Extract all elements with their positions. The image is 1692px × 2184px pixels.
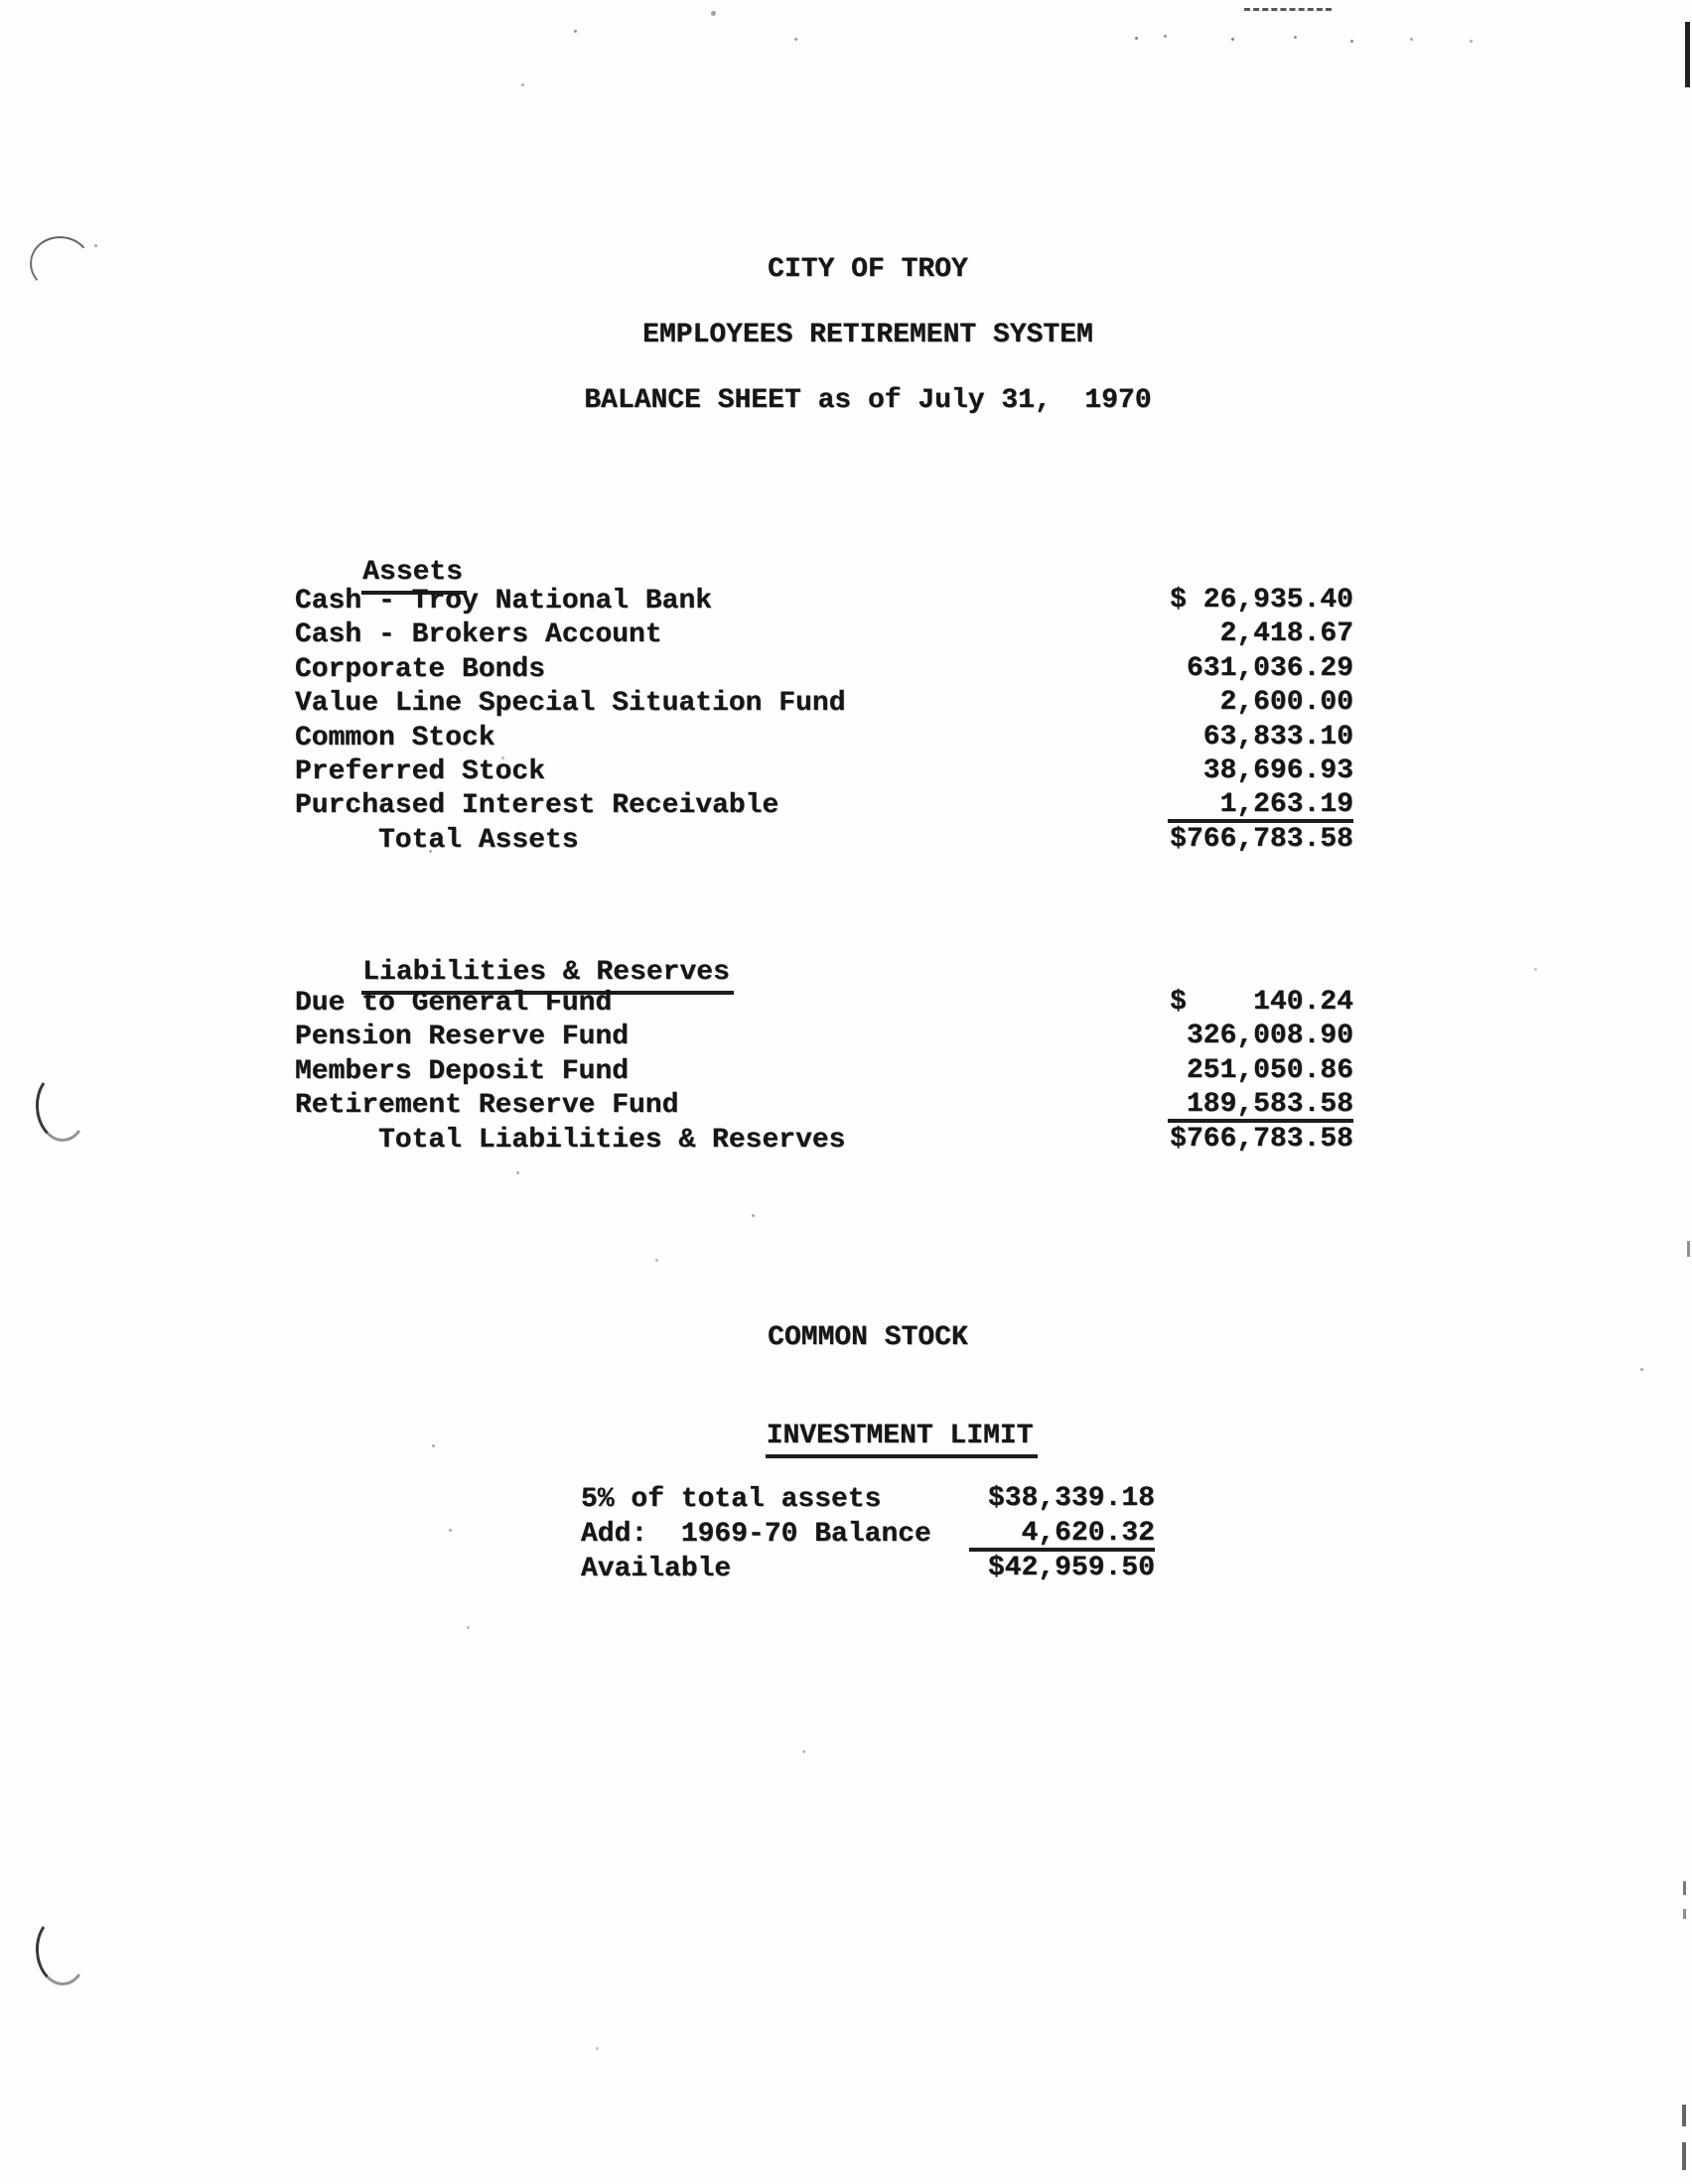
row-label: 5% of total assets xyxy=(581,1484,882,1515)
table-row xyxy=(295,790,1353,824)
row-label: Cash - Brokers Account xyxy=(295,619,662,651)
row-label: Cash - Troy National Bank xyxy=(295,586,713,616)
row-label: Add: 1969-70 Balance xyxy=(581,1519,931,1550)
table-row xyxy=(295,586,1353,619)
row-amount: 251,050.86 xyxy=(1186,1054,1353,1086)
document-subtitle: EMPLOYEES RETIREMENT SYSTEM xyxy=(642,320,1093,350)
row-label: Pension Reserve Fund xyxy=(295,1022,630,1053)
liabilities-heading-text: Liabilities & Reserves xyxy=(361,957,734,995)
table-row xyxy=(295,688,1353,722)
row-amount: $766,783.58 xyxy=(1170,1123,1353,1155)
scan-artifact-speckles xyxy=(0,0,3,3)
table-row xyxy=(581,1484,1155,1519)
row-label: Total Liabilities & Reserves xyxy=(378,1124,846,1156)
scan-artifact-right-edge-mark xyxy=(1685,22,1690,87)
row-label: Value Line Special Situation Fund xyxy=(295,688,846,720)
investment-limit-heading-text: INVESTMENT LIMIT xyxy=(766,1421,1038,1458)
document-title: CITY OF TROY xyxy=(768,254,968,285)
row-amount: $ 140.24 xyxy=(1170,987,1353,1018)
row-label: Preferred Stock xyxy=(295,755,546,787)
scan-artifact-right-edge-mark xyxy=(1682,2105,1686,2126)
row-label: Total Assets xyxy=(378,824,579,856)
row-label: Purchased Interest Receivable xyxy=(295,790,779,822)
row-label: Available xyxy=(581,1554,732,1584)
row-label: Corporate Bonds xyxy=(295,653,546,685)
row-amount: 1,263.19 xyxy=(1168,790,1353,823)
row-amount: $38,339.18 xyxy=(987,1483,1155,1514)
row-amount: $ 26,935.40 xyxy=(1170,585,1353,615)
scan-artifact-right-edge-mark xyxy=(1683,1881,1686,1895)
scan-artifact-arc-top-left xyxy=(27,233,94,295)
investment-limit-table xyxy=(581,1484,1155,1588)
row-label: Due to General Fund xyxy=(295,988,613,1019)
liabilities-table xyxy=(295,988,1353,1159)
row-amount: 326,008.90 xyxy=(1186,1021,1353,1052)
row-amount: 2,600.00 xyxy=(1219,687,1353,719)
scan-artifact-dashed-line xyxy=(1244,8,1332,11)
scan-artifact-punch-hole-bottom xyxy=(34,1914,90,1986)
common-stock-heading: COMMON STOCK xyxy=(768,1322,968,1353)
scan-artifact-right-edge-mark xyxy=(1682,2142,1686,2170)
table-row xyxy=(295,756,1353,790)
table-row xyxy=(295,1125,1353,1159)
table-row xyxy=(295,825,1353,859)
row-amount: 189,583.58 xyxy=(1168,1090,1353,1123)
row-label: Members Deposit Fund xyxy=(295,1055,630,1087)
table-row xyxy=(581,1554,1155,1588)
table-row xyxy=(295,654,1353,688)
row-amount: 2,418.67 xyxy=(1219,618,1353,650)
table-row xyxy=(295,1022,1353,1055)
assets-table xyxy=(295,586,1353,859)
row-amount: $42,959.50 xyxy=(987,1553,1155,1583)
assets-heading-text: Assets xyxy=(361,557,467,595)
table-row xyxy=(295,723,1353,756)
scan-artifact-right-edge-mark xyxy=(1687,1241,1690,1257)
table-row xyxy=(295,1056,1353,1090)
table-row xyxy=(295,988,1353,1022)
row-amount: 63,833.10 xyxy=(1202,721,1353,752)
scan-artifact-punch-hole-middle xyxy=(34,1070,90,1143)
row-label: Retirement Reserve Fund xyxy=(295,1090,679,1122)
scan-artifact-right-edge-mark xyxy=(1683,1909,1686,1919)
table-row xyxy=(295,619,1353,653)
row-amount: 38,696.93 xyxy=(1202,754,1353,786)
investment-limit-heading xyxy=(44,1390,1692,1489)
row-label: Common Stock xyxy=(295,722,495,753)
row-amount: 631,036.29 xyxy=(1186,652,1353,684)
row-amount: 4,620.32 xyxy=(969,1519,1155,1552)
table-row xyxy=(295,1090,1353,1124)
document-dateline: BALANCE SHEET as of July 31, 1970 xyxy=(584,385,1152,416)
table-row xyxy=(581,1519,1155,1554)
row-amount: $766,783.58 xyxy=(1170,823,1353,855)
